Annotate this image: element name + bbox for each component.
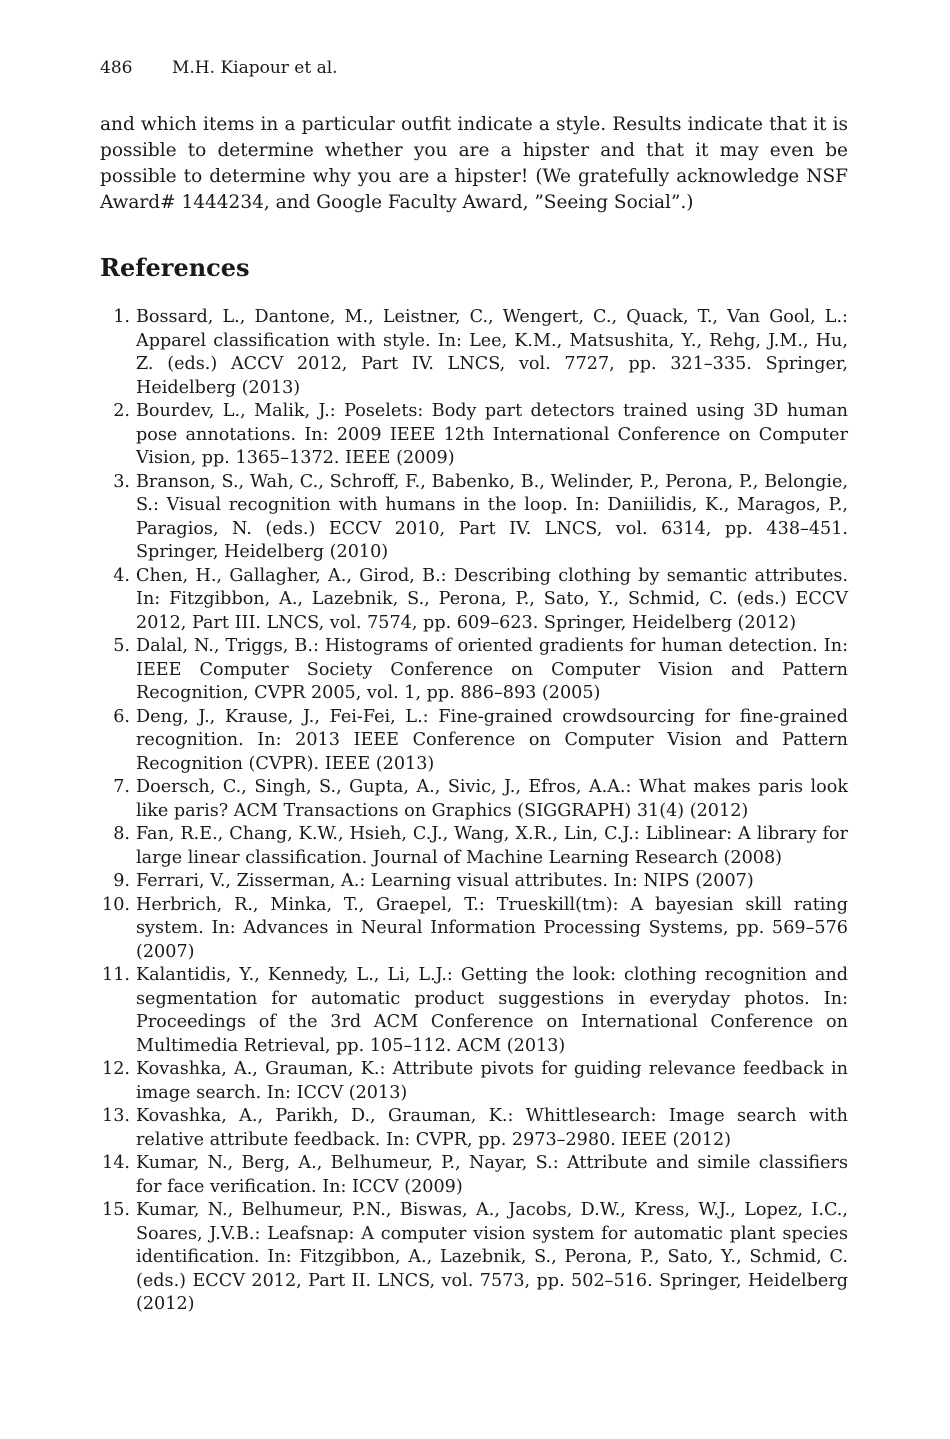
reference-text: Branson, S., Wah, C., Schroff, F., Babenko, B., Welinder, P., Perona, P., Belongie, S.: Visual recognition with humans in the loop. In: Daniilidis, K., Maragos, P., Paragios, N. (eds.) ECCV 2010, Part IV. LNCS, vol. 6314, pp. 438–451. Springer, Heidelberg (2010) <box>136 471 848 562</box>
reference-text: Kalantidis, Y., Kennedy, L., Li, L.J.: Getting the look: clothing recognition and segmentation for automatic product suggestions in everyday photos. In: Proceedings of the 3rd ACM Conference on International Conference on Multimedia Retrieval, pp. 105–112. ACM (2013) <box>136 965 848 1056</box>
reference-text: Kovashka, A., Parikh, D., Grauman, K.: Whittlesearch: Image search with relative attribute feedback. In: CVPR, pp. 2973–2980. IEEE (2012) <box>136 1106 848 1150</box>
reference-text: Ferrari, V., Zisserman, A.: Learning visual attributes. In: NIPS (2007) <box>136 871 754 891</box>
running-head <box>100 58 338 78</box>
reference-number: 11. <box>102 965 130 985</box>
reference-text: Bourdev, L., Malik, J.: Poselets: Body part detectors trained using 3D human pose annotations. In: 2009 IEEE 12th International Conference on Computer Vision, pp. 1365–1372. IEEE (2009) <box>136 401 848 468</box>
reference-item <box>100 1105 848 1152</box>
reference-number: 15. <box>102 1200 130 1220</box>
reference-number: 4. <box>113 565 130 586</box>
reference-number: 12. <box>102 1059 130 1079</box>
reference-number: 8. <box>113 824 130 844</box>
reference-number: 6. <box>113 706 130 727</box>
reference-text: Doersch, C., Singh, S., Gupta, A., Sivic, J., Efros, A.A.: What makes paris look like paris? ACM Transactions on Graphics (SIGGRAPH) 31(4) (2012) <box>136 777 848 821</box>
reference-number: 13. <box>102 1106 130 1126</box>
reference-item <box>100 635 848 706</box>
reference-list <box>100 306 848 1317</box>
reference-item <box>100 1058 848 1105</box>
reference-number: 7. <box>113 777 130 797</box>
reference-text: Kumar, N., Berg, A., Belhumeur, P., Nayar, S.: Attribute and simile classifiers for face verification. In: ICCV (2009) <box>136 1153 848 1197</box>
reference-number: 10. <box>102 894 130 915</box>
reference-text: Dalal, N., Triggs, B.: Histograms of oriented gradients for human detection. In: IEEE Computer Society Conference on Computer Vision and Pattern Recognition, CVPR 2005, vol. 1, pp. 886–893 (2005) <box>136 636 848 703</box>
reference-item <box>100 471 848 565</box>
reference-item <box>100 870 848 894</box>
reference-text: Deng, J., Krause, J., Fei-Fei, L.: Fine-grained crowdsourcing for fine-grained recognition. In: 2013 IEEE Conference on Computer Vision and Pattern Recognition (CVPR). IEEE (2013) <box>136 706 848 774</box>
reference-number: 1. <box>113 307 130 327</box>
reference-text: Kumar, N., Belhumeur, P.N., Biswas, A., Jacobs, D.W., Kress, W.J., Lopez, I.C., Soares, J.V.B.: Leafsnap: A computer vision system for automatic plant species identification. In: Fitzgibbon, A., Lazebnik, S., Perona, P., Sato, Y., Schmid, C. (eds.) ECCV 2012, Part II. LNCS, vol. 7573, pp. 502–516. Springer, Heidelberg (2012) <box>136 1200 848 1314</box>
reference-item <box>100 1152 848 1199</box>
reference-item <box>100 1199 848 1317</box>
reference-item <box>100 306 848 400</box>
running-head-authors: M.H. Kiapour et al. <box>172 58 338 78</box>
reference-item <box>100 964 848 1058</box>
reference-item <box>100 823 848 870</box>
page-number: 486 <box>100 58 133 78</box>
reference-item <box>100 776 848 823</box>
reference-text: Bossard, L., Dantone, M., Leistner, C., Wengert, C., Quack, T., Van Gool, L.: Apparel classification with style. In: Lee, K.M., Matsushita, Y., Rehg, J.M., Hu, Z. (eds.) ACCV 2012, Part IV. LNCS, vol. 7727, pp. 321–335. Springer, Heidelberg (2013) <box>136 307 848 398</box>
reference-item <box>100 706 848 777</box>
reference-text: Herbrich, R., Minka, T., Graepel, T.: Trueskill(tm): A bayesian skill rating system. In: Advances in Neural Information Processing Systems, pp. 569–576 (2007) <box>136 894 848 962</box>
reference-number: 9. <box>113 871 130 891</box>
reference-item <box>100 400 848 471</box>
reference-text: Chen, H., Gallagher, A., Girod, B.: Describing clothing by semantic attributes. In: Fitzgibbon, A., Lazebnik, S., Perona, P., Sato, Y., Schmid, C. (eds.) ECCV 2012, Part III. LNCS, vol. 7574, pp. 609–623. Springer, Heidelberg (2012) <box>136 565 848 633</box>
references-heading: References <box>100 253 250 282</box>
reference-item <box>100 565 848 636</box>
reference-number: 2. <box>113 401 130 421</box>
body-paragraph: and which items in a particular outfit indicate a style. Results indicate that it is possible to determine whether you are a hipster and that it may even be possible to determine why you are a hipster! (We gratefully acknowledge NSF Award# 1444234, and Google Faculty Award, ”Seeing Social”.) <box>100 114 848 213</box>
reference-number: 5. <box>113 636 130 656</box>
reference-number: 3. <box>113 471 130 492</box>
reference-text: Fan, R.E., Chang, K.W., Hsieh, C.J., Wang, X.R., Lin, C.J.: Liblinear: A library for large linear classification. Journal of Machine Learning Research (2008) <box>136 824 848 868</box>
reference-number: 14. <box>102 1153 130 1173</box>
reference-text: Kovashka, A., Grauman, K.: Attribute pivots for guiding relevance feedback in image search. In: ICCV (2013) <box>136 1059 848 1103</box>
reference-item <box>100 894 848 965</box>
